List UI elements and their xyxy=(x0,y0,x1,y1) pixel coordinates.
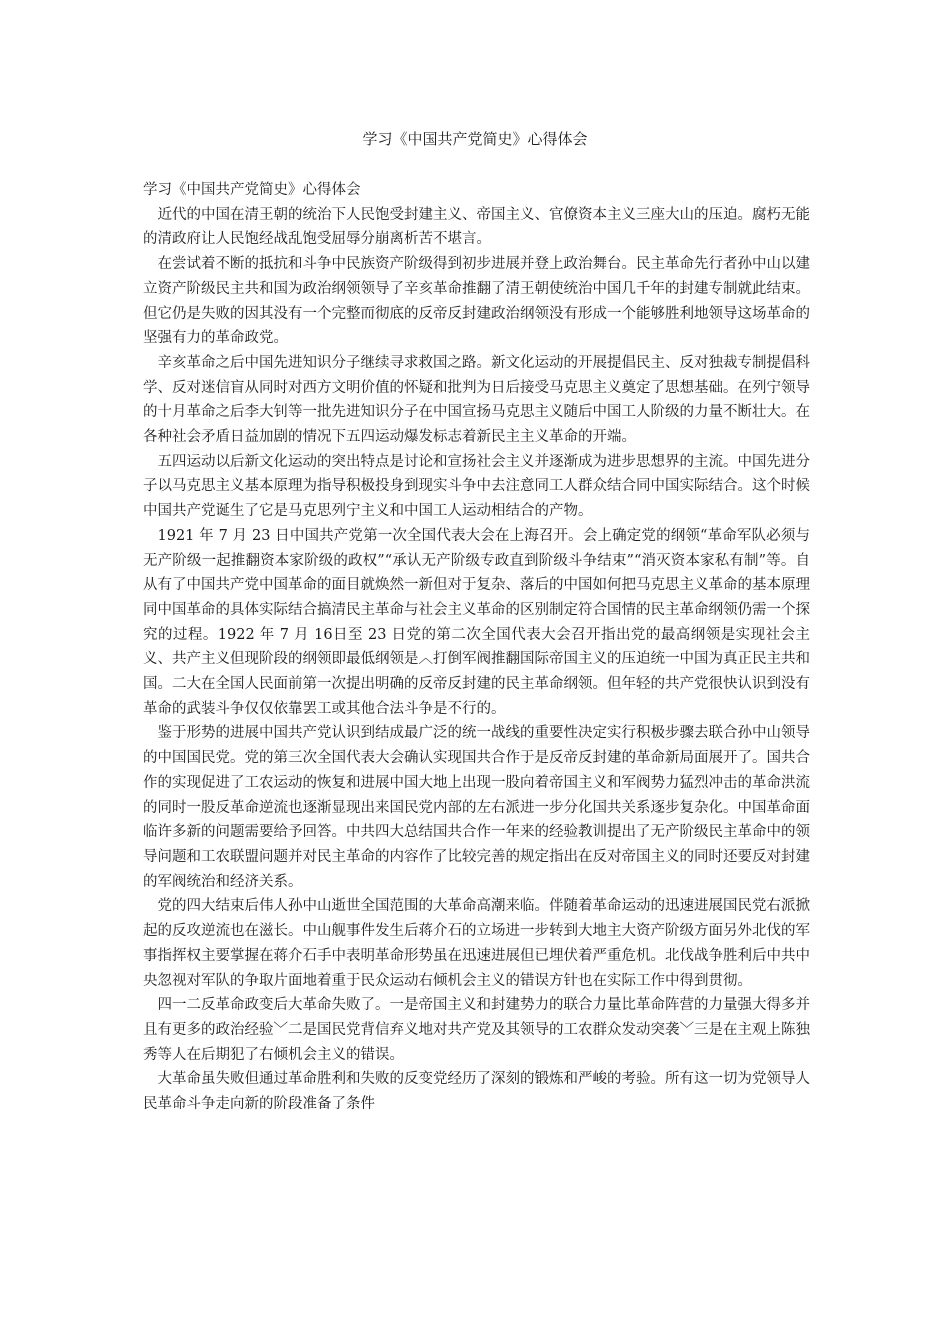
document-body xyxy=(143,178,810,1117)
paragraph: 近代的中国在清王朝的统治下人民饱受封建主义、帝国主义、官僚资本主义三座大山的压迫。腐朽无能的清政府让人民饱经战乱饱受屈辱分崩离析苦不堪言。 xyxy=(143,206,810,248)
paragraph: 五四运动以后新文化运动的突出特点是讨论和宣扬社会主义并逐渐成为进步思想界的主流。中国先进分子以马克思主义基本原理为指导积极投身到现实斗争中去注意同工人群众结合同中国实际结合。这个时候中国共产党诞生了它是马克思列宁主义和中国工人运动相结合的产物。 xyxy=(143,453,810,520)
paragraph: 在尝试着不断的抵抗和斗争中民族资产阶级得到初步进展并登上政治舞台。民主革命先行者孙中山以建立资产阶级民主共和国为政治纲领领导了辛亥革命推翻了清王朝使统治中国几千年的封建专制就此结束。但它仍是失败的因其没有一个完整而彻底的反帝反封建政治纲领没有形成一个能够胜利地领导这场革命的坚强有力的革命政党。 xyxy=(143,256,810,347)
paragraph: 辛亥革命之后中国先进知识分子继续寻求救国之路。新文化运动的开展提倡民主、反对独裁专制提倡科学、反对迷信盲从同时对西方文明价值的怀疑和批判为日后接受马克思主义奠定了思想基础。在列宁领导的十月革命之后李大钊等一批先进知识分子在中国宣扬马克思主义随后中国工人阶级的力量不断壮大。在各种社会矛盾日益加剧的情况下五四运动爆发标志着新民主主义革命的开端。 xyxy=(143,354,810,446)
document-title: 学习《中国共产党简史》心得体会 xyxy=(362,130,588,148)
paragraph: 1921 年 7 月 23 日中国共产党第一次全国代表大会在上海召开。会上确定党的纲领“革命军队必须与无产阶级一起推翻资本家阶级的政权”“承认无产阶级专政直到阶级斗争结束”“消灭资本家私有制”等。自从有了中国共产党中国革命的面目就焕然一新但对于复杂、落后的中国如何把马克思主义革命的基本原理同中国革命的具体实际结合搞清民主革命与社会主义革命的区别制定符合国情的民主革命纲领仍需一个探究的过程。1922 年 7 月 16日至 23 日党的第二次全国代表大会召开指出党的最高纲领是实现社会主义、共产主义但现阶段的纲领即最低纲领是︿打倒军阀推翻国际帝国主义的压迫统一中国为真正民主共和国。二大在全国人民面前第一次提出明确的反帝反封建的民主革命纲领。但年轻的共产党很快认识到没有革命的武装斗争仅仅依靠罢工或其他合法斗争是不行的。 xyxy=(143,527,810,717)
paragraph: 党的四大结束后伟人孙中山逝世全国范围的大革命高潮来临。伴随着革命运动的迅速进展国民党右派掀起的反攻逆流也在滋长。中山舰事件发生后蒋介石的立场进一步转到大地主大资产阶级方面另外北伐的军事指挥权主要掌握在蒋介石手中表明革命形势虽在迅速进展但已埋伏着严重危机。北伐战争胜利后中共中央忽视对军队的争取片面地着重于民众运动右倾机会主义的错误方针也在实际工作中得到贯彻。 xyxy=(143,898,810,989)
paragraph: 四一二反革命政变后大革命失败了。一是帝国主义和封建势力的联合力量比革命阵营的力量强大得多并且有更多的政治经验﹀二是国民党背信弃义地对共产党及其领导的工农群众发动突袭﹀三是在主观上陈独秀等人在后期犯了右倾机会主义的错误。 xyxy=(143,997,810,1063)
paragraph: 大革命虽失败但通过革命胜利和失败的反变党经历了深刻的锻炼和严峻的考验。所有这一切为党领导人民革命斗争走向新的阶段准备了条件 xyxy=(143,1071,810,1113)
paragraph: 鉴于形势的进展中国共产党认识到结成最广泛的统一战线的重要性决定实行积极步骤去联合孙中山领导的中国国民党。党的第三次全国代表大会确认实现国共合作于是反帝反封建的革命新局面展开了。国共合作的实现促进了工农运动的恢复和进展中国大地上出现一股向着帝国主义和军阀势力猛烈冲击的革命洪流的同时一股反革命逆流也逐渐显现出来国民党内部的左右派进一步分化国共关系逐步复杂化。中国革命面临许多新的问题需要给予回答。中共四大总结国共合作一年来的经验教训提出了无产阶级民主革命中的领导问题和工农联盟问题并对民主革命的内容作了比较完善的规定指出在反对帝国主义的同时还要反对封建的军阀统治和经济关系。 xyxy=(143,725,810,890)
document-subtitle: 学习《中国共产党简史》心得体会 xyxy=(143,182,361,198)
